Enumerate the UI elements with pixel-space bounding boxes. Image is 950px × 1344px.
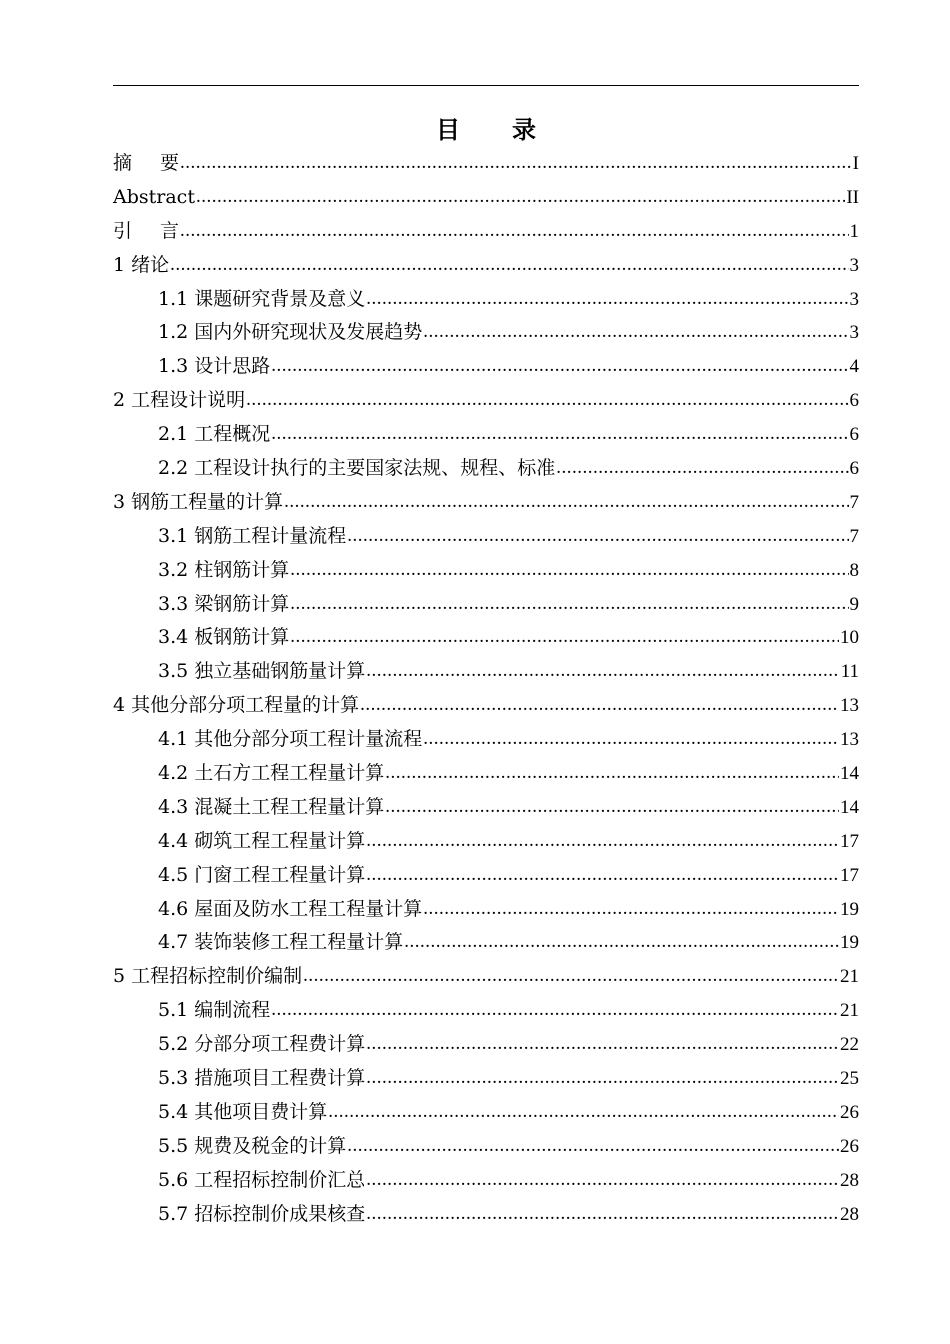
toc-entry[interactable] [113, 384, 859, 418]
toc-entry[interactable] [113, 621, 859, 655]
toc-entry[interactable] [113, 181, 859, 215]
toc-entry-label: 5.5 规费及税金的计算 [158, 1134, 347, 1157]
toc-entry-label: 5.3 措施项目工程费计算 [158, 1067, 366, 1090]
toc-entry-page-number: 8 [849, 559, 859, 581]
toc-dot-leader [366, 654, 839, 688]
toc-dot-leader [366, 1197, 839, 1231]
toc-entry-page-number: I [852, 153, 859, 174]
toc-entry-page-number: 13 [840, 695, 859, 717]
toc-entry-label: 2.2 工程设计执行的主要国家法规、规程、标准 [158, 457, 556, 480]
toc-entry-label: 3.3 梁钢筋计算 [158, 592, 290, 615]
toc-entry-page-number: 14 [840, 763, 859, 785]
toc-entry[interactable] [113, 1096, 859, 1130]
toc-entry[interactable] [113, 960, 859, 994]
toc-entry[interactable] [113, 554, 859, 588]
toc-entry-page-number: 28 [840, 1203, 859, 1225]
toc-entry[interactable] [113, 452, 859, 486]
toc-entry[interactable] [113, 316, 859, 350]
toc-entry-page-number: 25 [840, 1068, 859, 1090]
toc-entry[interactable] [113, 588, 859, 622]
toc-entry-page-number: 21 [840, 966, 859, 988]
toc-dot-leader [423, 892, 839, 926]
toc-entry-page-number: 3 [849, 322, 859, 344]
toc-entry-page-number: 19 [840, 932, 859, 954]
toc-entry-page-number: 11 [840, 661, 859, 683]
toc-dot-leader [366, 1061, 839, 1095]
toc-dot-leader [360, 688, 839, 722]
toc-entry[interactable] [113, 1028, 859, 1062]
toc-entry-label: 3 钢筋工程量的计算 [113, 490, 284, 513]
toc-dot-leader [271, 349, 848, 383]
toc-entry[interactable] [113, 147, 859, 181]
toc-dot-leader [347, 1129, 839, 1163]
toc-entry[interactable] [113, 859, 859, 893]
toc-entry-label: 4.5 门窗工程工程量计算 [158, 863, 366, 886]
toc-entry[interactable] [113, 418, 859, 452]
toc-entry-label: 2.1 工程概况 [158, 423, 271, 446]
toc-entry[interactable] [113, 825, 859, 859]
toc-list [113, 147, 859, 1232]
toc-dot-leader [366, 1163, 839, 1197]
toc-entry-label: 4.4 砌筑工程工程量计算 [158, 829, 366, 852]
toc-entry[interactable] [113, 283, 859, 317]
toc-entry[interactable] [113, 655, 859, 689]
toc-entry-label: 3.2 柱钢筋计算 [158, 558, 290, 581]
toc-entry-page-number: 26 [840, 1135, 859, 1157]
toc-entry[interactable] [113, 1198, 859, 1232]
toc-entry-page-number: 22 [840, 1034, 859, 1056]
toc-entry-page-number: 17 [840, 830, 859, 852]
toc-entry-label: 4 其他分部分项工程量的计算 [113, 694, 360, 717]
toc-entry-label: 4.6 屋面及防水工程工程量计算 [158, 897, 423, 920]
toc-entry-label: 摘 要 [113, 152, 180, 174]
toc-dot-leader [404, 925, 839, 959]
toc-entry-page-number: II [846, 186, 859, 208]
toc-entry[interactable] [113, 893, 859, 927]
toc-entry-page-number: 6 [849, 458, 859, 480]
toc-entry-page-number: 26 [840, 1101, 859, 1123]
toc-entry[interactable] [113, 689, 859, 723]
toc-dot-leader [284, 485, 848, 519]
toc-entry-page-number: 19 [840, 898, 859, 920]
toc-entry[interactable] [113, 350, 859, 384]
toc-dot-leader [303, 959, 839, 993]
toc-dot-leader [366, 282, 848, 316]
toc-entry-label: Abstract [113, 185, 195, 208]
toc-entry-label: 1.1 课题研究背景及意义 [158, 287, 366, 310]
toc-entry-label: 4.3 混凝土工程工程量计算 [158, 795, 385, 818]
toc-entry[interactable] [113, 520, 859, 554]
toc-entry-label: 4.2 土石方工程工程量计算 [158, 762, 385, 785]
toc-entry-page-number: 4 [849, 356, 859, 378]
toc-entry-page-number: 28 [840, 1169, 859, 1191]
toc-dot-leader [180, 146, 852, 180]
toc-entry-label: 5.6 工程招标控制价汇总 [158, 1168, 366, 1191]
toc-dot-leader [385, 756, 839, 790]
toc-dot-leader [290, 587, 848, 621]
toc-entry-page-number: 3 [849, 288, 859, 310]
toc-entry-label: 3.1 钢筋工程计量流程 [158, 524, 347, 547]
toc-entry-page-number: 3 [849, 254, 859, 276]
toc-dot-leader [170, 248, 848, 282]
toc-dot-leader [423, 315, 848, 349]
toc-entry-page-number: 9 [849, 593, 859, 615]
toc-dot-leader [385, 790, 839, 824]
toc-entry-label: 5.1 编制流程 [158, 999, 271, 1022]
toc-entry[interactable] [113, 926, 859, 960]
toc-entry-label: 4.7 装饰装修工程工程量计算 [158, 931, 404, 954]
toc-entry-page-number: 10 [840, 627, 859, 649]
toc-entry[interactable] [113, 723, 859, 757]
toc-entry[interactable] [113, 486, 859, 520]
toc-entry-label: 5.4 其他项目费计算 [158, 1100, 328, 1123]
toc-dot-leader [556, 451, 848, 485]
toc-entry[interactable] [113, 1164, 859, 1198]
toc-entry-label: 1.3 设计思路 [158, 355, 271, 378]
toc-dot-leader [423, 722, 839, 756]
toc-entry-page-number: 13 [840, 729, 859, 751]
toc-dot-leader [366, 858, 839, 892]
toc-dot-leader [196, 180, 845, 214]
toc-entry[interactable] [113, 757, 859, 791]
toc-dot-leader [366, 1027, 839, 1061]
toc-entry[interactable] [113, 215, 859, 249]
toc-entry-label: 5 工程招标控制价编制 [113, 965, 303, 988]
toc-entry[interactable] [113, 1130, 859, 1164]
toc-entry-page-number: 21 [840, 1000, 859, 1022]
toc-title: 目 录 [436, 116, 536, 144]
toc-entry-label: 3.5 独立基础钢筋量计算 [158, 660, 366, 683]
toc-entry-label: 4.1 其他分部分项工程计量流程 [158, 728, 423, 751]
toc-dot-leader [347, 519, 848, 553]
toc-entry-label: 3.4 板钢筋计算 [158, 626, 290, 649]
toc-entry-page-number: 6 [849, 424, 859, 446]
toc-entry[interactable] [113, 1062, 859, 1096]
toc-dot-leader [246, 383, 848, 417]
toc-entry-page-number: 6 [849, 390, 859, 412]
toc-entry-label: 引 言 [113, 219, 180, 242]
toc-dot-leader [271, 417, 848, 451]
toc-entry-page-number: 1 [849, 220, 859, 242]
toc-entry-label: 1 绪论 [113, 253, 170, 276]
toc-entry-page-number: 7 [849, 491, 859, 513]
toc-entry-label: 5.7 招标控制价成果核查 [158, 1202, 366, 1225]
toc-entry-page-number: 14 [840, 796, 859, 818]
toc-entry-page-number: 17 [840, 864, 859, 886]
toc-entry-label: 1.2 国内外研究现状及发展趋势 [158, 321, 423, 344]
toc-entry[interactable] [113, 791, 859, 825]
toc-dot-leader [366, 824, 839, 858]
toc-entry-label: 5.2 分部分项工程费计算 [158, 1033, 366, 1056]
toc-dot-leader [328, 1095, 839, 1129]
toc-entry[interactable] [113, 249, 859, 283]
toc-dot-leader [290, 553, 848, 587]
toc-entry-page-number: 7 [849, 525, 859, 547]
toc-entry-label: 2 工程设计说明 [113, 389, 246, 412]
toc-entry[interactable] [113, 994, 859, 1028]
toc-dot-leader [290, 620, 839, 654]
toc-dot-leader [180, 214, 848, 248]
header-rule [113, 85, 859, 86]
toc-dot-leader [271, 993, 839, 1027]
